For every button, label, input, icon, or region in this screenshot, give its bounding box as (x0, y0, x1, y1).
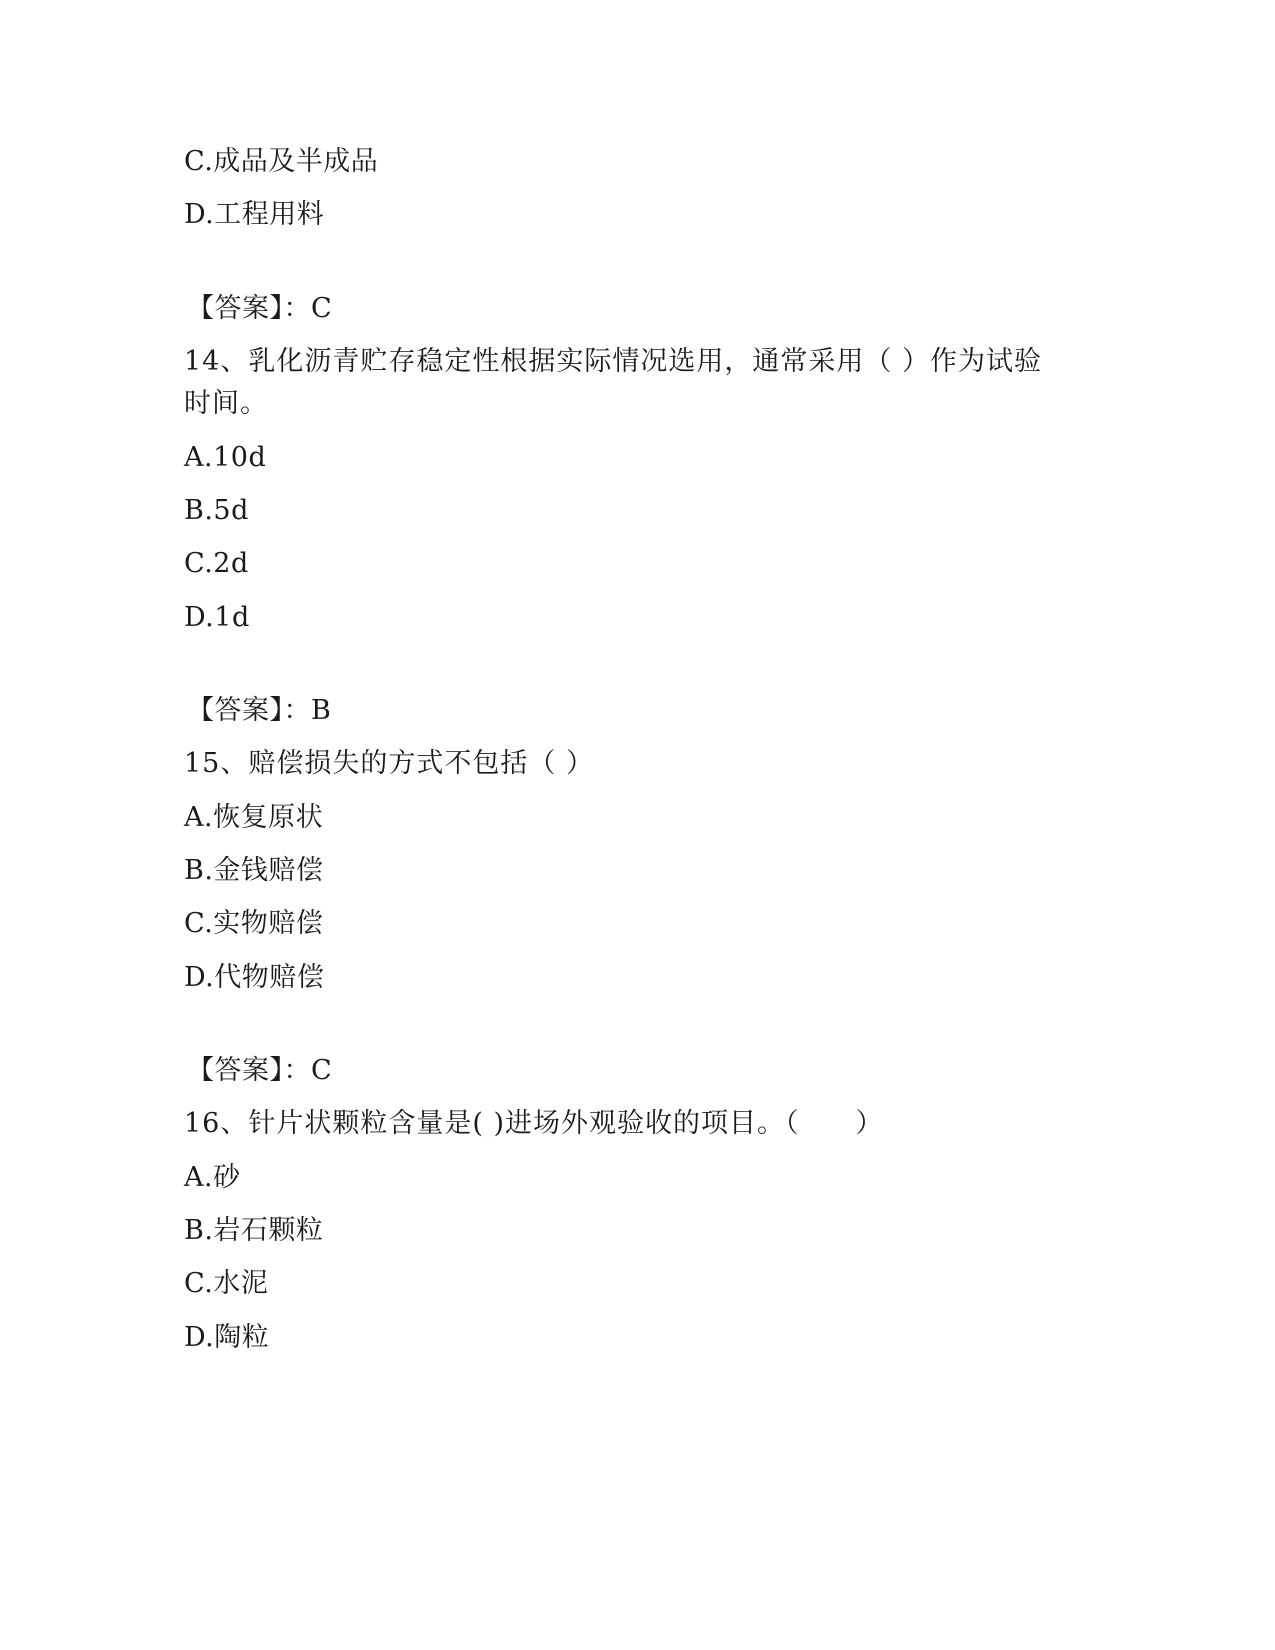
question-14-text-continued: 时间。 (184, 388, 268, 419)
answer-line: 【答案】：B (187, 695, 332, 726)
option-c: C.成品及半成品 (184, 146, 379, 177)
option-d: D.陶粒 (184, 1322, 270, 1353)
option-b: B.岩石颗粒 (184, 1215, 324, 1246)
option-c: C.实物赔偿 (184, 908, 324, 939)
question-16-text: 16、针片状颗粒含量是( )进场外观验收的项目。（ ） (184, 1108, 884, 1139)
option-a: A.恢复原状 (184, 802, 324, 833)
option-d: D.工程用料 (184, 199, 325, 230)
option-a: A.砂 (184, 1162, 241, 1193)
question-15-text: 15、赔偿损失的方式不包括（ ） (184, 748, 594, 779)
option-b: B.金钱赔偿 (184, 855, 324, 886)
question-14-text: 14、乳化沥青贮存稳定性根据实际情况选用，通常采用（ ）作为试验 (184, 346, 1042, 377)
answer-line: 【答案】：C (187, 293, 333, 324)
option-a: A.10d (184, 442, 267, 473)
option-d: D.1d (184, 602, 250, 633)
option-d: D.代物赔偿 (184, 962, 325, 993)
option-c: C.2d (184, 548, 249, 579)
option-b: B.5d (184, 495, 249, 526)
option-c: C.水泥 (184, 1268, 269, 1299)
answer-line: 【答案】：C (187, 1055, 333, 1086)
